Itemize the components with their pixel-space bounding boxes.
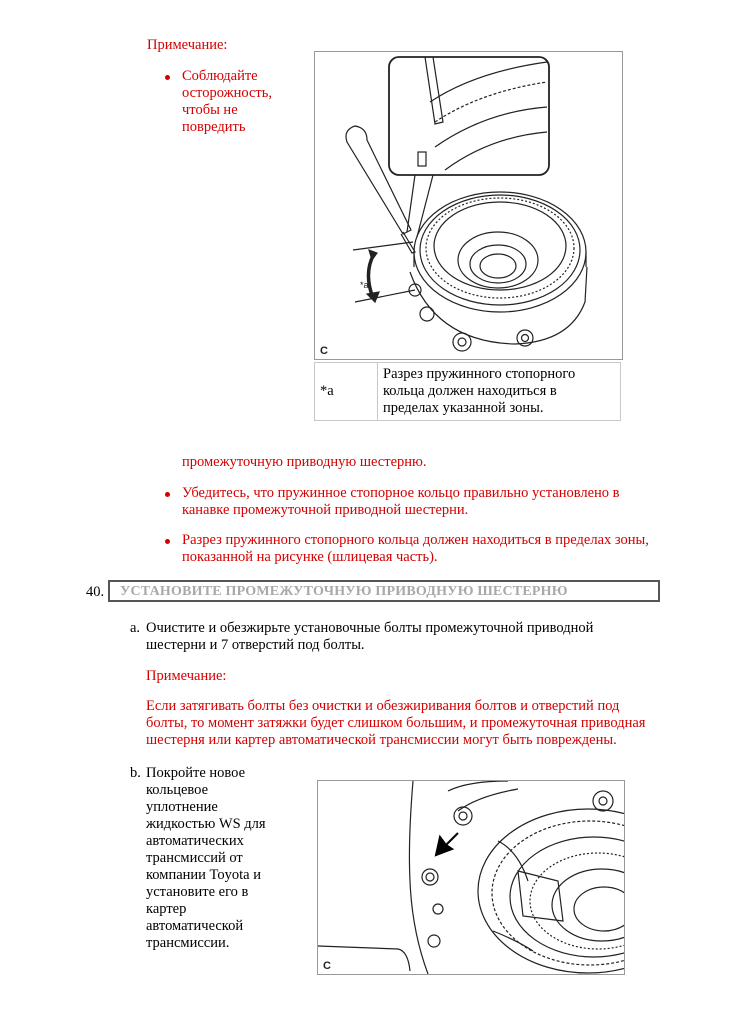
figure-tag: C	[320, 345, 328, 357]
legend-key: *a	[315, 363, 378, 421]
substep-a-text	[146, 620, 593, 654]
o-ring-illustration	[318, 781, 624, 974]
note-line: чтобы не	[182, 102, 238, 118]
note-continuation: промежуточную приводную шестерню.	[182, 454, 427, 470]
note-line: болты, то момент затяжки будет слишком большим, и промежуточная приводная	[146, 715, 646, 731]
substep-line: трансмиссий от	[146, 850, 243, 866]
substep-line: Покройте новое	[146, 765, 246, 781]
note-line: Убедитесь, что пружинное стопорное кольцо правильно установлено в	[182, 485, 620, 501]
substep-b-marker: b.	[130, 765, 141, 781]
substep-line: уплотнение	[146, 799, 218, 815]
snap-ring-figure	[314, 51, 623, 360]
note-line: шестерня или картер автоматической трансмиссии могут быть повреждены.	[146, 732, 617, 748]
note-bullet-list	[163, 68, 272, 136]
step-number: 40.	[86, 584, 105, 600]
substep-b-text	[146, 765, 266, 952]
note-bullet-list-2	[163, 485, 620, 519]
substep-line: установите его в	[146, 884, 249, 900]
figure-callout: *a	[360, 280, 369, 290]
snap-ring-illustration	[315, 52, 622, 359]
legend-line: пределах указанной зоны.	[383, 400, 544, 416]
note-bullet	[163, 532, 649, 566]
o-ring-figure	[317, 780, 625, 975]
note-line: канавке промежуточной приводной шестерни.	[182, 502, 469, 518]
note-line: Соблюдайте	[182, 68, 258, 84]
substep-line: жидкостью WS для	[146, 816, 266, 832]
figure-legend-table	[314, 362, 621, 421]
step-title: УСТАНОВИТЕ ПРОМЕЖУТОЧНУЮ ПРИВОДНУЮ ШЕСТЕРНЮ	[120, 584, 568, 599]
note-line: повредить	[182, 119, 246, 135]
legend-description	[378, 363, 621, 421]
note-line: осторожность,	[182, 85, 272, 101]
substep-a-marker: a.	[130, 620, 141, 636]
note-line: Если затягивать болты без очистки и обезжиривания болтов и отверстий под	[146, 698, 620, 714]
step-heading-box	[108, 580, 660, 602]
substep-line: автоматических	[146, 833, 244, 849]
substep-line: автоматической	[146, 918, 244, 934]
substep-line: кольцевое	[146, 782, 209, 798]
note-line: показанной на рисунке (шлицевая часть).	[182, 549, 438, 565]
legend-line: кольца должен находиться в	[383, 383, 557, 399]
legend-row	[315, 363, 621, 421]
figure-tag: C	[323, 960, 331, 972]
substep-line: шестерни и 7 отверстий под болты.	[146, 637, 365, 653]
substep-a-note-label: Примечание:	[146, 668, 227, 684]
substep-a-note	[146, 698, 645, 749]
substep-line: картер	[146, 901, 187, 917]
substep-line: Очистите и обезжирьте установочные болты промежуточной приводной	[146, 620, 594, 636]
note-bullet	[163, 485, 620, 519]
note-bullet	[163, 68, 272, 136]
legend-line: Разрез пружинного стопорного	[383, 366, 576, 382]
note-bullet-list-3	[163, 532, 649, 566]
substep-line: компании Toyota и	[146, 867, 262, 883]
substep-line: трансмиссии.	[146, 935, 230, 951]
note-label: Примечание:	[147, 37, 228, 53]
note-line: Разрез пружинного стопорного кольца должен находиться в пределах зоны,	[182, 532, 649, 548]
